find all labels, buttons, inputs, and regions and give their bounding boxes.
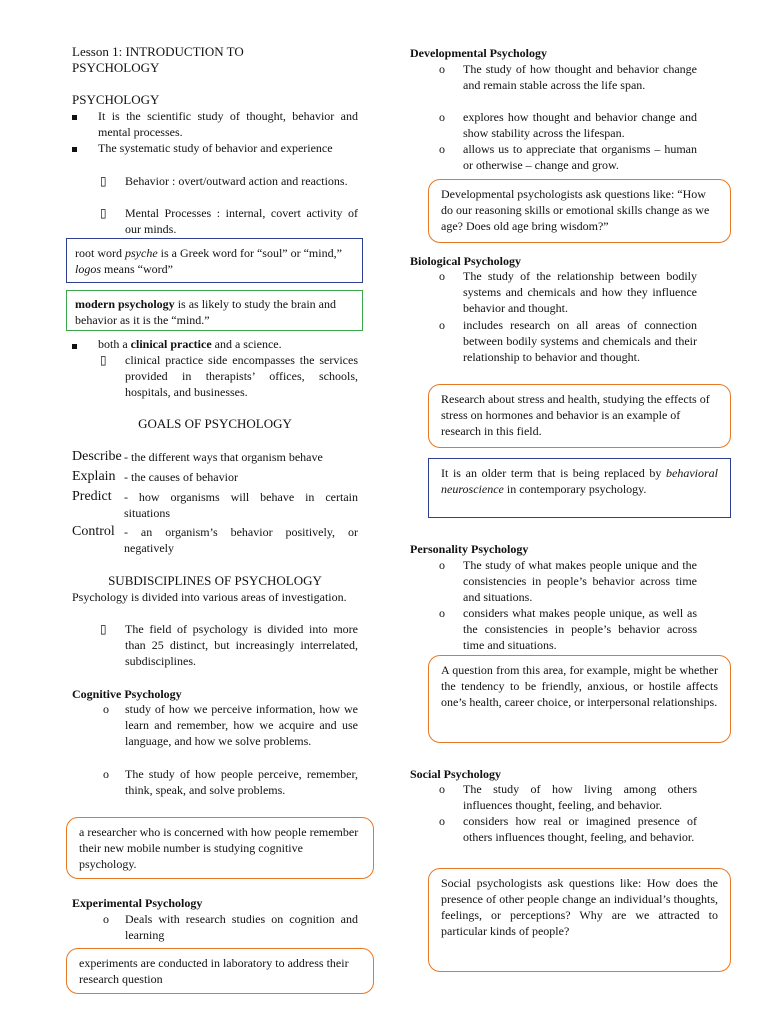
experimental-item-1: Deals with research studies on cognition and learning	[125, 912, 358, 942]
psychology-heading: PSYCHOLOGY	[72, 92, 160, 107]
modern-psychology-box	[66, 290, 363, 331]
neuro-pre: It is an older term that is being replaced by	[441, 466, 666, 480]
personality-item-1: The study of what makes people unique and the consistencies in people’s behavior across time and situations.	[463, 558, 697, 604]
developmental-item-3: allows us to appreciate that organisms – human or otherwise – change and grow.	[463, 142, 697, 172]
root-text-3: means “word”	[101, 262, 173, 276]
psych-bullet-2: The systematic study of behavior and experience	[98, 141, 333, 155]
clinical-pre: both a	[98, 337, 131, 351]
developmental-example-box: Developmental psychologists ask questions like: “How do our reasoning skills or emotional skills change as we age? Does old age bring wisdom?”	[428, 179, 731, 243]
neuroscience-box	[428, 458, 731, 518]
circle-bullet-icon: o	[439, 142, 445, 156]
goal-term-predict: Predict	[72, 489, 112, 504]
clinical-post: and a science.	[211, 337, 282, 351]
circle-bullet-icon: o	[439, 318, 445, 332]
goal-def-predict: - how organisms will behave in certain situations	[124, 490, 358, 520]
biological-item-2: includes research on all areas of connection between bodily systems and chemicals and their relationship to behavior and thought.	[463, 318, 697, 364]
neuro-post: in contemporary psychology.	[503, 482, 647, 496]
cognitive-item-2: The study of how people perceive, remember, think, speak, and solve problems.	[125, 767, 358, 797]
root-text-1: root word	[75, 246, 125, 260]
developmental-heading: Developmental Psychology	[410, 46, 547, 60]
subdisciplines-heading: SUBDISCIPLINES OF PSYCHOLOGY	[108, 573, 322, 588]
goal-term-explain: Explain	[72, 469, 116, 484]
lesson-title	[72, 44, 244, 76]
missing-glyph-icon: ▯	[100, 206, 107, 220]
goal-def-describe: - the different ways that organism behave	[124, 450, 323, 464]
lesson-title-line2: PSYCHOLOGY	[72, 60, 160, 75]
root-psyche: psyche	[125, 246, 158, 260]
goal-def-explain: - the causes of behavior	[124, 470, 238, 484]
clinical-bullet	[98, 336, 358, 352]
circle-bullet-icon: o	[103, 702, 109, 716]
root-logos: logos	[75, 262, 102, 276]
goals-heading: GOALS OF PSYCHOLOGY	[138, 416, 292, 431]
circle-bullet-icon: o	[103, 767, 109, 781]
goal-term-describe: Describe	[72, 449, 122, 464]
subdisciplines-sub: The field of psychology is divided into more than 25 distinct, but increasingly interrelated, subdisciplines.	[125, 622, 358, 668]
social-example-box: Social psychologists ask questions like: How does the presence of other people change an individual’s thoughts, feelings, or perceptions? Why are we attracted to particular kinds of people?	[428, 868, 731, 972]
square-bullet-icon	[72, 108, 77, 124]
circle-bullet-icon: o	[439, 782, 445, 796]
developmental-item-1: The study of how thought and behavior change and remain stable across the life span.	[463, 62, 697, 92]
circle-bullet-icon: o	[439, 558, 445, 572]
personality-item-2: considers what makes people unique, as well as the consistencies in people’s behavior across time and situations.	[463, 606, 697, 652]
goal-term-control: Control	[72, 524, 115, 539]
goals-list	[72, 449, 358, 559]
experimental-example-box: experiments are conducted in laboratory to address their research question	[66, 948, 374, 994]
square-bullet-icon	[72, 140, 77, 156]
biological-heading: Biological Psychology	[410, 254, 521, 268]
psych-sub-1: Behavior : overt/outward action and reactions.	[125, 174, 348, 188]
circle-bullet-icon: o	[439, 110, 445, 124]
cognitive-heading: Cognitive Psychology	[72, 687, 182, 701]
social-item-1: The study of how living among others influences thought, feeling, and behavior.	[463, 782, 697, 812]
circle-bullet-icon: o	[439, 606, 445, 620]
circle-bullet-icon: o	[439, 269, 445, 283]
modern-bold: modern psychology	[75, 297, 175, 311]
cognitive-example-box: a researcher who is concerned with how people remember their new mobile number is studying cognitive psychology.	[66, 817, 374, 879]
root-text-2: is a Greek word for “soul” or “mind,”	[157, 246, 342, 260]
subdisciplines-text: Psychology is divided into various areas of investigation.	[72, 590, 347, 604]
missing-glyph-icon: ▯	[100, 353, 107, 367]
square-bullet-icon	[72, 337, 77, 353]
biological-example-box: Research about stress and health, studying the effects of stress on hormones and behavior is an example of research in this field.	[428, 384, 731, 448]
missing-glyph-icon: ▯	[100, 622, 107, 636]
missing-glyph-icon: ▯	[100, 174, 107, 188]
modern-rest: is as likely to study the brain and behavior as it is the “mind.”	[75, 297, 336, 327]
cognitive-item-1: study of how we perceive information, how we learn and remember, how we acquire and use language, and how we solve problems.	[125, 702, 358, 748]
lesson-title-line1: Lesson 1: INTRODUCTION TO	[72, 44, 244, 59]
psych-sub-2: Mental Processes : internal, covert activity of our minds.	[125, 206, 358, 236]
psych-bullet-1: It is the scientific study of thought, behavior and mental processes.	[98, 109, 358, 139]
clinical-sub: clinical practice side encompasses the services provided in therapists’ offices, schools, hospitals, and businesses.	[125, 353, 358, 399]
social-heading: Social Psychology	[410, 767, 502, 781]
neuro-em: behavioral neuroscience	[441, 466, 718, 496]
personality-example-box: A question from this area, for example, might be whether the tendency to be friendly, anxious, or hostile affects one’s health, career choice, or interpersonal relationships.	[428, 655, 731, 743]
experimental-heading: Experimental Psychology	[72, 896, 203, 910]
circle-bullet-icon: o	[103, 912, 109, 926]
root-word-box	[66, 238, 363, 283]
social-item-2: considers how real or imagined presence of others influences thought, feeling, and behavior.	[463, 814, 697, 844]
developmental-item-2: explores how thought and behavior change and show stability across the lifespan.	[463, 110, 697, 140]
circle-bullet-icon: o	[439, 814, 445, 828]
biological-item-1: The study of the relationship between bodily systems and chemicals and how they influence behavior and thought.	[463, 269, 697, 315]
circle-bullet-icon: o	[439, 62, 445, 76]
goal-def-control: - an organism’s behavior positively, or negatively	[124, 525, 358, 555]
clinical-bold: clinical practice	[130, 337, 212, 351]
personality-heading: Personality Psychology	[410, 542, 529, 556]
